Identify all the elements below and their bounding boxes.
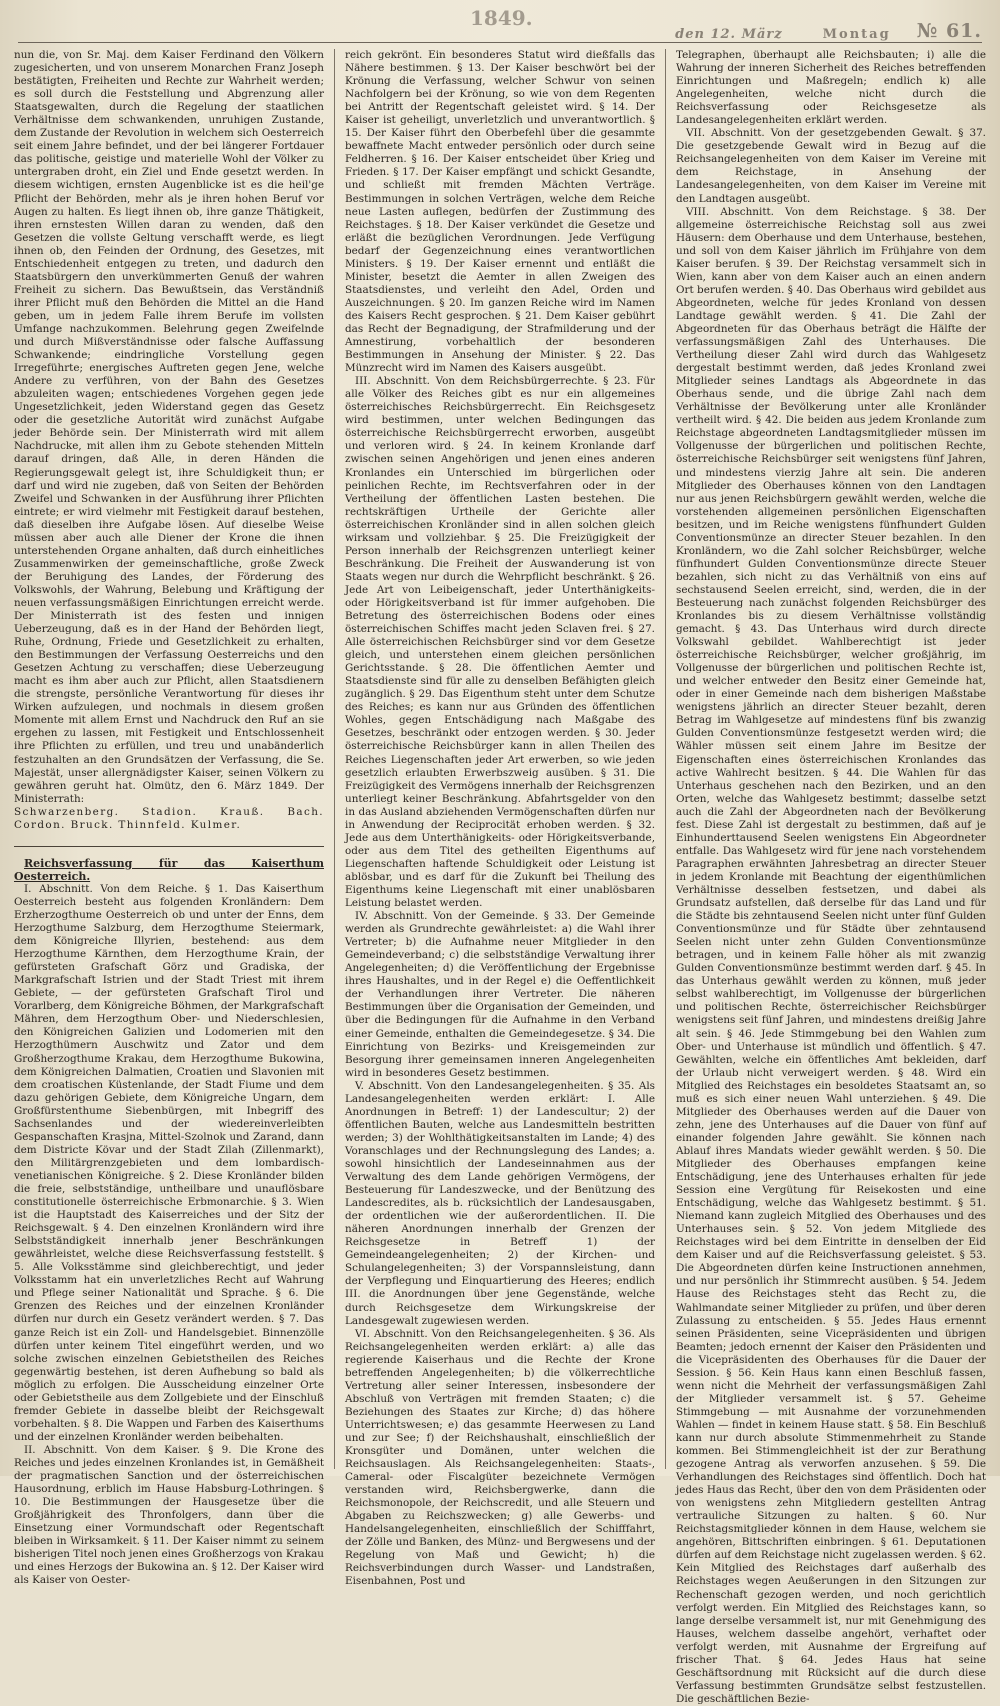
section-4-text: IV. Abschnitt. Von der Gemeinde. § 33. Der Gemeinde werden als Grundrechte gewährleistet: a) die Wahl ihrer Vertreter; b) die Aufnahme neuer Mitglieder in den Gemeindeverband; c) die selbstständige Verwaltung ihrer Angelegenheiten; d) die Veröffentlichung der Ergebnisse ihres Haushaltes, und in der Regel e) die Oeffentlichkeit der Verhandlungen ihrer Vertreter. Die näheren Bestimmungen über die Organisation der Gemeinden, und über die Bedingungen für die Aufnahme in den Verband einer Gemeinde, enthalten die Gemeindegesetze. § 34. Die Einrichtung von Bezirks- und Kreisgemeinden zur Besorgung ihrer gemeinsamen inneren Angelegenheiten wird in besonderes Gesetz bestimmen. xyxy=(345,910,655,1079)
ministerial-proclamation-text: nun die, von Sr. Maj. dem Kaiser Ferdinand den Völkern zugesicherten, und von unserem Monarchen Franz Joseph bestätigten, Freiheiten und Rechte zur Wahrheit werden; es soll durch die Feststellung und Abgrenzung aller Staatsgewalten, durch die Regelung der staatlichen Verhältnisse dem schwankenden, unruhigen Zustande, dem Zustande der Revolution in welchem sich Oesterreich seit einem Jahre befindet, und der bei längerer Fortdauer das politische, geistige und materielle Wohl der Völker zu untergraben droht, ein Ziel und Ende gesetzt werden. In diesem wichtigen, ernsten Augenblicke ist es die heil'ge Pflicht der Behörden, mehr als je ihren hohen Beruf vor Augen zu halten. Es liegt ihnen ob, ihre ganze Thätigkeit, ihren ernstesten Willen daran zu wenden, daß den Gesetzen die vollste Geltung verschafft werde, es liegt ihnen ob, den Feinden der Ordnung, des Gesetzes, mit Entschiedenheit entgegen zu treten, und dadurch den Staatsbürgern den unverkümmerten Genuß der wahren Freiheit zu sichern. Das Bewußtsein, das Verständniß ihrer Pflicht muß den Behörden die Mittel an die Hand geben, um in jedem Falle ihrem Berufe im vollsten Umfange nachzukommen. Belehrung gegen Zweifelnde und durch Mißverständnisse oder falsche Auffassung Schwankende; eindringliche Vorstellung gegen Irregeführte; energisches Auftreten gegen Jene, welche Andere zu verführen, von der Bahn des Gesetzes abzuleiten wagen; entschiedenes Vorgehen gegen jede Ungesetzlichkeit, jeden Widerstand gegen das Gesetz oder die gesetzliche Autorität wird zunächst Aufgabe jeder Behörde sein. Der Ministerrath wird mit allem Nachdrucke, mit allen ihm zu Gebote stehenden Mitteln darauf dringen, daß Alle, in deren Händen die Regierungsgewalt gelegt ist, ihre Schuldigkeit thun; er darf und wird nie zugeben, daß von Seiten der Behörden Zweifel und Schwanken in der Ausführung ihrer Pflichten eintrete; er wird vielmehr mit Festigkeit darauf bestehen, daß dieselben ihre Aufgabe lösen. Auf dieselbe Weise müssen aber auch alle Diener der Krone die ihnen unterstehenden Organe anhalten, daß durch einheitliches Zusammenwirken der gemeinschaftliche, große Zweck der Beruhigung des Landes, der Förderung des Volkswohls, der Wahrung, Belebung und Kräftigung der neuen verfassungsmäßigen Einrichtungen erreicht werde. Der Ministerrath ist des festen und innigen Ueberzeugung, daß es in der Hand der Behörden liegt, Ruhe, Ordnung, Friede und Gesetzlichkeit zu erhalten, den Bestimmungen der Verfassung Oesterreichs und den Gesetzen Achtung zu verschaffen; diese Ueberzeugung macht es ihm aber auch zur Pflicht, allen Staatsdienern die strengste, persönliche Verantwortung für dieses ihr Wirken aufzulegen, und nochmals in diesem großen Momente mit allem Ernst und Nachdruck den Ruf an sie ergehen zu lassen, mit Festigkeit und Entschlossenheit ihre Pflichten zu erfüllen, und treu und unabänderlich festzuhalten an den Grundsätzen der Verfassung, die Se. Majestät, unser allergnädigster Kaiser, seinen Völkern zu gewähren geruht hat. Olmütz, den 6. März 1849. Der Ministerrath: xyxy=(14,49,324,805)
section-divider xyxy=(14,846,324,847)
column-2 xyxy=(345,49,655,1588)
section-5-text: V. Abschnitt. Von den Landesangelegenheiten. § 35. Als Landesangelegenheiten werden erklärt: I. Alle Anordnungen in Betreff: 1) der Landescultur; 2) der öffentlichen Bauten, welche aus Landesmitteln bestritten werden; 3) der Wohlthätigkeitsanstalten im Lande; 4) des Voranschlages und der Rechnungslegung des Landes; a. sowohl hinsichtlich der Landeseinnahmen aus der Verwaltung des dem Lande gehörigen Vermögens, der Besteuerung für Landeszwecke, und der Benützung des Landescredites, als b. rücksichtlich der Landesausgaben, der ordentlichen wie der außerordentlichen. II. Die näheren Anordnungen innerhalb der Grenzen der Reichsgesetze in Betreff 1) der Gemeindeangelegenheiten; 2) der Kirchen- und Schulangelegenheiten; 3) der Vorspannsleistung, dann der Verpflegung und Einquartierung des Heeres; endlich III. die Anordnungen über jene Gegenstände, welche durch Reichsgesetze dem Wirkungskreise der Landesgewalt zugewiesen werden. xyxy=(345,1079,655,1327)
section-7-text: VII. Abschnitt. Von der gesetzgebenden Gewalt. § 37. Die gesetzgebende Gewalt wird in Bezug auf die Reichsangelegenheiten von dem Kaiser im Vereine mit dem Reichstage, in Ansehung der Landesangelegenheiten, von dem Kaiser im Vereine mit den Landtagen ausgeübt. xyxy=(676,127,986,205)
issue-number: № 61. xyxy=(916,20,982,42)
column-1 xyxy=(14,49,324,1587)
section-3-text: III. Abschnitt. Von dem Reichsbürgerrechte. § 23. Für alle Völker des Reiches gibt es nur ein allgemeines österreichisches Reichsbürgerrecht. Ein Reichsgesetz wird bestimmen, unter welchen Bedingungen das österreichische Reichsbürgerrecht erworben, ausgeübt und verloren wird. § 24. In keinem Kronlande darf zwischen seinen Angehörigen und jenen eines anderen Kronlandes ein Unterschied im bürgerlichen oder peinlichen Rechte, im Rechtsverfahren oder in der Vertheilung der öffentlichen Lasten bestehen. Die rechtskräftigen Urtheile der Gerichte aller österreichischen Kronländer sind in allen solchen gleich wirksam und vollziehbar. § 25. Die Freizügigkeit der Person innerhalb der Reichsgrenzen unterliegt keiner Beschränkung. Die Freiheit der Auswanderung ist von Staats wegen nur durch die Wehrpflicht beschränkt. § 26. Jede Art von Leibeigenschaft, jeder Unterthänigkeits- oder Hörigkeitsverband ist für immer aufgehoben. Die Betretung des österreichischen Bodens oder eines österreichischen Schiffes macht jeden Sclaven frei. § 27. Alle österreichischen Reichsbürger sind vor dem Gesetze gleich, und unterstehen einem gleichen persönlichen Gerichtsstande. § 28. Die öffentlichen Aemter und Staatsdienste sind für alle zu denselben Befähigten gleich zugänglich. § 29. Das Eigenthum steht unter dem Schutze des Reiches; es kann nur aus Gründen des öffentlichen Wohles, gegen Entschädigung nach Maßgabe des Gesetzes, beschränkt oder entzogen werden. § 30. Jeder österreichische Reichsbürger kann in allen Theilen des Reiches Liegenschaften jeder Art erwerben, so wie jeden gesetzlich erlaubten Erwerbszweig ausüben. § 31. Die Freizügigkeit des Vermögens innerhalb der Reichsgrenzen unterliegt keiner Beschränkung. Abfahrtsgelder von den in das Ausland abziehenden Vermögenschaften dürfen nur in Anwendung der Reciprocität erhoben werden. § 32. Jede aus dem Unterthänigkeits- oder Hörigkeitsverbande, oder aus dem Titel des getheilten Eigenthums auf Liegenschaften haftende Schuldigkeit oder Leistung ist ablösbar, und es darf für die Zukunft bei Theilung des Eigenthums keine Liegenschaft mit einer unablösbaren Leistung belastet werden. xyxy=(345,375,655,910)
section-8-text: VIII. Abschnitt. Von dem Reichstage. § 38. Der allgemeine österreichische Reichstag soll aus zwei Häusern: dem Oberhause und dem Unterhause, bestehen, und soll von dem Kaiser jährlich im Frühjahre von dem Kaiser berufen. § 39. Der Reichstag versammelt sich in Wien, kann aber von dem Kaiser auch an einen andern Ort berufen werden. § 40. Das Oberhaus wird gebildet aus Abgeordneten, welche für jedes Kronland von dessen Landtage gewählt werden. § 41. Die Zahl der Abgeordneten für das Oberhaus beträgt die Hälfte der verfassungsmäßigen Zahl des Unterhauses. Die Vertheilung dieser Zahl wird durch das Wahlgesetz dergestalt bestimmt werden, daß jedes Kronland zwei Mitglieder seines Landtags als Abgeordnete in das Oberhaus sende, und die übrige Zahl nach dem Verhältnisse der Bevölkerung unter alle Kronländer vertheilt wird. § 42. Die beiden aus jedem Kronlande zum Reichstage abgeordneten Landtagsmitglieder müssen im Vollgenusse der bürgerlichen und politischen Rechte, österreichische Reichsbürger seit wenigstens fünf Jahren, und mindestens vierzig Jahre alt sein. Die anderen Mitglieder des Oberhauses können von den Landtagen nur aus jenen Reichsbürgern gewählt werden, welche die vorstehenden allgemeinen persönlichen Eigenschaften besitzen, und im Reiche wenigstens fünfhundert Gulden Conventionsmünze an directer Steuer bezahlen. In den Kronländern, wo die Zahl solcher Reichsbürger, welche fünfhundert Gulden Conventionsmünze directe Steuer bezahlen, sich nicht zu das Verhältniß von eins auf sechstausend Seelen erreicht, sind, werden, die in der Besteuerung nach zunächst folgenden Reichsbürger des Kronlandes bis zu diesem Verhältnisse vollständig gemacht. § 43. Das Unterhaus wird durch directe Volkswahl gebildet. Wahlberechtigt ist jeder österreichische Reichsbürger, welcher großjährig, im Vollgenusse der bürgerlichen und politischen Rechte ist, und welcher entweder den Besitz einer Gemeinde hat, oder in einer Gemeinde nach dem bisherigen Maßstabe wenigstens jährlich an directer Steuer bezahlt, deren Betrag im Wahlgesetze auf mindestens fünf bis zwanzig Gulden Conventionsmünze festgesetzt werden wird; die Wähler müssen seit einem Jahre im Besitze der Eigenschaften eines österreichischen Kronlandes das active Wahlrecht besitzen. § 44. Die Wahlen für das Unterhaus geschehen nach den Bezirken, und an den Orten, welche das Wahlgesetz bestimmt; dasselbe setzt auch die Zahl der Abgeordneten nach der Bevölkerung fest. Diese Zahl ist dergestalt zu bestimmen, daß auf je Einhunderttausend Seelen wenigstens Ein Abgeordneter entfalle. Das Wahlgesetz wird für jene nach vorstehendem Paragraphen erwähnten Jahresbetrag an directer Steuer in jedem Kronlande mit Beachtung der eigenthümlichen Verhältnisse desselben festsetzen, und dabei als Grundsatz aufstellen, daß derselbe für das Land und für die Städte bis zehntausend Seelen nicht unter fünf Gulden Conventionsmünze und für Städte über zehntausend Seelen nicht unter zehn Gulden Conventionsmünze betragen, und in keinem Falle höher als mit zwanzig Gulden Conventionsmünze bestimmt werden darf. § 45. In das Unterhaus gewählt werden zu können, muß jeder selbst wahlberechtigt, im Vollgenusse der bürgerlichen und politischen Rechte, österreichischer Reichsbürger wenigstens seit fünf Jahren, und mindestens dreißig Jahre alt sein. § 46. Jede Stimmgebung bei den Wahlen zum Ober- und Unterhause ist mündlich und öffentlich. § 47. Gewählten, welche ein öffentliches Amt bekleiden, darf der Urlaub nicht verweigert werden. § 48. Wird ein Mitglied des Reichstages ein besoldetes Staatsamt an, so muß es sich einer neuen Wahl unterziehen. § 49. Die Mitglieder des Oberhauses werden auf die Dauer von zehn, jene des Unterhauses auf die Dauer von fünf auf einander folgenden Jahre gewählt. Sie können nach Ablauf ihres Mandats wieder gewählt werden. § 50. Die Mitglieder des Oberhauses empfangen keine Entschädigung, jene des Unterhauses erhalten für jede Session eine Vergütung für Reisekosten und eine Entschädigung, welche das Wahlgesetz bestimmt. § 51. Niemand kann zugleich Mitglied des Oberhauses und des Unterhauses sein. § 52. Von jedem Mitgliede des Reichstages wird bei dem Eintritte in denselben der Eid dem Kaiser und auf die Reichsverfassung geleistet. § 53. Die Abgeordneten dürfen keine Instructionen annehmen, und nur persönlich ihr Stimmrecht ausüben. § 54. Jedem Hause des Reichstages steht das Recht zu, die Wahlmandate seiner Mitglieder zu prüfen, und über deren Zulassung zu entscheiden. § 55. Jedes Haus ernennt seinen Präsidenten, seine Vicepräsidenten und übrigen Beamten; jedoch ernennt der Kaiser den Präsidenten und die Vicepräsidenten des Oberhauses für die Dauer der Session. § 56. Kein Haus kann einen Beschluß fassen, wenn nicht die Mehrheit der verfassungsmäßigen Zahl der Mitglieder versammelt ist. § 57. Geheime Stimmgebung — mit Ausnahme der vorzunehmenden Wahlen — findet in keinem Hause statt. § 58. Ein Beschluß kann nur durch absolute Stimmenmehrheit zu Stande kommen. Bei Stimmengleichheit ist der zur Berathung gezogene Antrag als verworfen anzusehen. § 59. Die Verhandlungen des Reichstages sind öffentlich. Doch hat jedes Haus das Recht, über den von dem Präsidenten oder von wenigstens zehn Mitgliedern gestellten Antrag vertrauliche Sitzungen zu halten. § 60. Nur Reichstagsmitglieder können in dem Hause, welchem sie angehören, Bittschriften einbringen. § 61. Deputationen dürfen auf dem Reichstage nicht zugelassen werden. § 62. Kein Mitglied des Reichstages darf außerhalb des Reichstages wegen Aeußerungen in den Sitzungen zur Rechenschaft gezogen werden, und noch gerichtlich verfolgt werden. Ein Mitglied des Reichstages kann, so lange derselbe versammelt ist, nur mit Genehmigung des Hauses, welchem dasselbe angehört, verhaftet oder verfolgt werden, mit Ausnahme der Ergreifung auf frischer That. § 64. Jedes Haus hat seine Geschäftsordnung mit Rücksicht auf die durch diese Verfassung bestimmten Grundsätze selbst festzustellen. Die geschäftlichen Bezie- xyxy=(676,205,987,1705)
constitution-heading: Reichsverfassung für das Kaiserthum Oesterreich. xyxy=(14,856,324,883)
masthead-year: 1849. xyxy=(470,6,533,30)
section-6-text: VI. Abschnitt. Von den Reichsangelegenheiten. § 36. Als Reichsangelegenheiten werden erklärt: a) alle das regierende Kaiserhaus und die Rechte der Krone betreffenden Angelegenheiten; b) die völkerrechtliche Vertretung aller seiner Interessen, insbesondere der Abschluß von Verträgen mit fremden Staaten; c) die Beziehungen des Staates zur Kirche; d) das höhere Unterrichtswesen; e) das gesammte Heerwesen zu Land und zur See; f) der Reichshaushalt, einschließlich der Kronsgüter und Domänen, unter welchen die Reichsauslagen. Als Reichsangelegenheiten: Staats-, Cameral- oder Fiscalgüter bezeichnete Vermögen verstanden wird, Reichsbergwerke, dann die Reichsmonopole, der Reichscredit, und alle Steuern und Abgaben zu Reichszwecken; g) alle Gewerbs- und Handelsangelegenheiten, einschließlich der Schifffahrt, der Zölle und Banken, des Münz- und Bergwesens und der Regelung von Maß und Gewicht; h) die Reichsverbindungen durch Wasser- und Landstraßen, Eisenbahnen, Post und xyxy=(345,1327,655,1588)
minister-signatures: Schwarzenberg. Stadion. Krauß. Bach. Cordon. Bruck. Thinnfeld. Kulmer. xyxy=(14,805,324,831)
section-2-text: II. Abschnitt. Von dem Kaiser. § 9. Die Krone des Reiches und jedes einzelnen Kronlandes ist, in Gemäßheit der pragmatischen Sanction und der österreichischen Hausordnung, erblich im Hause Habsburg-Lothringen. § 10. Die Bestimmungen der Hausgesetze über die Großjährigkeit des Thronfolgers, dann über die Einsetzung einer Vormundschaft oder Regentschaft bleiben in Wirksamkeit. § 11. Der Kaiser nimmt zu seinem bisherigen Titel noch jenen eines Großherzogs von Krakau und eines Herzogs der Bukowina an. § 12. Der Kaiser wird als Kaiser von Oester- xyxy=(14,1443,324,1587)
masthead xyxy=(18,8,982,43)
column-rule xyxy=(665,49,666,1469)
column-rule xyxy=(334,49,335,1469)
masthead-date: den 12. März xyxy=(675,27,783,42)
section-1-text: I. Abschnitt. Von dem Reiche. § 1. Das Kaiserthum Oesterreich besteht aus folgenden Kronländern: Dem Erzherzogthume Oesterreich ob und unter der Enns, dem Herzogthume Salzburg, dem Herzogthume Steiermark, dem Königreiche Illyrien, bestehend: aus dem Herzogthume Kärnthen, dem Herzogthume Krain, der gefürsteten Grafschaft Görz und Gradiska, der Markgrafschaft Istrien und der Stadt Triest mit ihrem Gebiete, — der gefürsteten Grafschaft Tirol und Vorarlberg, dem Königreiche Böhmen, der Markgrafschaft Mähren, dem Herzogthum Ober- und Niederschlesien, den Königreichen Galizien und Lodomerien mit den Herzogthümern Auschwitz und Zator und dem Großherzogthume Krakau, dem Herzogthume Bukowina, dem Königreichen Dalmatien, Croatien und Slavonien mit dem croatischen Küstenlande, der Stadt Fiume und dem dazu gehörigen Gebiete, dem Königreiche Ungarn, dem Großfürstenthume Siebenbürgen, mit Inbegriff des Sachsenlandes und der wiedereinverleibten Gespanschaften Krasjna, Mittel-Szolnok und Zarand, dann dem Districte Kövar und der Stadt Zilah (Zillenmarkt), den Militärgrenzgebieten und dem lombardisch-venetianischen Königreiche. § 2. Diese Kronländer bilden die freie, selbstständige, untheilbare und unauflösbare constitutionelle österreichische Erbmonarchie. § 3. Wien ist die Hauptstadt des Kaiserreiches und der Sitz der Reichsgewalt. § 4. Den einzelnen Kronländern wird ihre Selbstständigkeit innerhalb jener Beschränkungen gewährleistet, welche diese Reichsverfassung feststellt. § 5. Alle Volksstämme sind gleichberechtigt, und jeder Volksstamm hat ein unverletzliches Recht auf Wahrung und Pflege seiner Nationalität und Sprache. § 6. Die Grenzen des Reiches und der einzelnen Kronländer dürfen nur durch ein Gesetz verändert werden. § 7. Das ganze Reich ist ein Zoll- und Handelsgebiet. Binnenzölle dürfen unter keinem Titel eingeführt werden, und wo solche zwischen einzelnen Gebietstheilen des Reiches gegenwärtig bestehen, ist deren Aufhebung so bald als möglich zu erfolgen. Die Ausscheidung einzelner Orte oder Gebietstheile aus dem Zollgebiete und der Einschluß fremder Gebiete in dasselbe bleibt der Reichsgewalt vorbehalten. § 8. Die Wappen und Farben des Kaiserthums und der einzelnen Kronländer werden beibehalten. xyxy=(14,882,324,1443)
masthead-day: Montag xyxy=(822,27,891,42)
section-6-continued-text: Telegraphen, überhaupt alle Reichsbauten; i) alle die Wahrung der inneren Sicherheit des Reiches betreffenden Einrichtungen und Maßregeln; endlich k) alle Angelegenheiten, welche nicht durch die Reichsverfassung oder Reichsgesetze als Landesangelegenheiten erklärt werden. xyxy=(676,49,986,127)
text-columns xyxy=(14,49,987,1705)
column-3 xyxy=(676,49,987,1705)
section-2-continued-text: reich gekrönt. Ein besonderes Statut wird dießfalls das Nähere bestimmen. § 13. Der Kaiser beschwört bei der Krönung die Verfassung, welcher Schwur von seinen Nachfolgern bei der Krönung, so wie von dem Regenten bei Antritt der Regentschaft geleistet wird. § 14. Der Kaiser ist geheiligt, unverletzlich und unverantwortlich. § 15. Der Kaiser führt den Oberbefehl über die gesammte bewaffnete Macht entweder persönlich oder durch seine Feldherren. § 16. Der Kaiser entscheidet über Krieg und Frieden. § 17. Der Kaiser empfängt und schickt Gesandte, und schließt mit fremden Mächten Verträge. Bestimmungen in solchen Verträgen, welche dem Reiche neue Lasten auflegen, bedürfen der Zustimmung des Reichstages. § 18. Der Kaiser verkündet die Gesetze und erläßt die bezüglichen Verordnungen. Jede Verfügung bedarf der Gegenzeichnung eines verantwortlichen Ministers. § 19. Der Kaiser ernennt und entläßt die Minister, besetzt die Aemter in allen Zweigen des Staatsdienstes, und verleiht den Adel, Orden und Auszeichnungen. § 20. Im ganzen Reiche wird im Namen des Kaisers Recht gesprochen. § 21. Dem Kaiser gebührt das Recht der Begnadigung, der Strafmilderung und der Amnestirung, vorbehaltlich der besonderen Bestimmungen in Ansehung der Minister. § 22. Das Münzrecht wird im Namen des Kaisers ausgeübt. xyxy=(345,49,655,375)
